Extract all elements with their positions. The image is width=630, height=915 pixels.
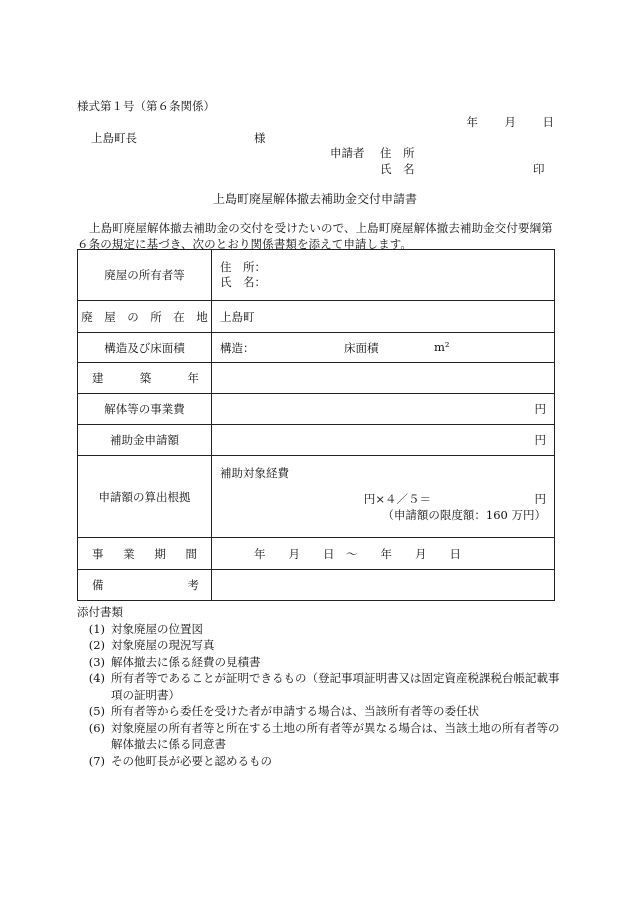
owner-label: 廃屋の所有者等 <box>104 268 185 282</box>
owner-label-cell <box>78 250 212 301</box>
basis-limit: （申請額の限度額：160 万円） <box>382 508 546 522</box>
subsidy-unit: 円 <box>534 433 546 447</box>
attachments-heading: 添付書類 <box>77 605 123 619</box>
basis-eligible-cost: 補助対象経費 <box>220 466 289 480</box>
applicant-address-label: 住 所 <box>380 146 415 160</box>
structure-value-cell[interactable] <box>212 333 555 363</box>
attachments-list <box>77 604 567 769</box>
item-number: (6) <box>88 720 105 735</box>
item-text: その他町長が必要と認めるもの <box>111 753 272 768</box>
built-year-char: 年 <box>187 371 199 385</box>
basis-label: 申請額の算出根拠 <box>98 489 191 504</box>
item-number: (5) <box>88 704 105 718</box>
period-value: 年 月 日 ～ 年 月 日 <box>254 546 461 561</box>
cost-field[interactable] <box>212 394 555 425</box>
item-text: 対象廃屋の現況写真 <box>111 638 215 652</box>
list-item <box>77 753 567 770</box>
list-item <box>77 703 567 720</box>
structure-field: 構造： <box>220 340 255 355</box>
item-number: (3) <box>88 654 105 669</box>
table-row <box>78 456 555 538</box>
item-text: 対象廃屋の所有者等と所在する土地の所有者等が異なる場合は、当該土地の所有者等の解体撤去に係る同意書 <box>111 720 560 751</box>
applicant-label: 申請者 <box>330 146 365 160</box>
basis-label-cell <box>78 456 212 538</box>
item-text: 所有者等であることが証明できるもの（登記事項証明書又は固定資産税課税台帳記載事項の証明書） <box>111 671 560 702</box>
owner-name-field[interactable]: 氏 名： <box>220 275 266 289</box>
cost-unit: 円 <box>534 402 546 416</box>
list-item <box>77 621 567 638</box>
subsidy-label: 補助金申請額 <box>110 433 179 447</box>
item-text: 所有者等から委任を受けた者が申請する場合は、当該所有者等の委任状 <box>111 704 479 718</box>
list-item <box>77 670 567 703</box>
built-year-field[interactable] <box>212 363 555 394</box>
floor-area-unit: m² <box>434 339 450 354</box>
date-month: 月 <box>504 115 516 129</box>
date-day: 日 <box>542 115 554 129</box>
form-number: 様式第１号（第６条関係） <box>77 99 215 113</box>
basis-value-cell[interactable] <box>212 456 555 538</box>
location-label-cell <box>78 301 212 333</box>
cost-label-cell <box>78 394 212 425</box>
application-table <box>77 249 555 601</box>
document-title: 上島町廃屋解体撤去補助金交付申請書 <box>212 192 417 206</box>
date-year: 年 <box>466 115 478 129</box>
subsidy-field[interactable] <box>212 425 555 456</box>
owner-value-cell <box>212 250 555 301</box>
table-row <box>78 570 555 601</box>
table-row <box>78 333 555 363</box>
remarks-label-cell <box>78 570 212 601</box>
item-text: 解体撤去に係る経費の見積書 <box>111 654 261 669</box>
seal-mark: 印 <box>533 162 545 176</box>
period-label-cell <box>78 538 212 570</box>
remarks-field[interactable] <box>212 570 555 601</box>
remarks-char: 備 <box>92 578 104 592</box>
period-char: 間 <box>185 546 197 561</box>
item-number: (2) <box>88 638 105 652</box>
period-char: 期 <box>154 546 166 561</box>
cost-label: 解体等の事業費 <box>104 402 185 416</box>
basis-formula: 円×４／５＝ 円 <box>363 492 546 506</box>
table-row <box>78 301 555 333</box>
structure-label-cell <box>78 333 212 363</box>
floor-area-label: 床面積 <box>344 340 379 355</box>
table-row <box>78 538 555 570</box>
item-number: (1) <box>88 621 105 636</box>
item-number: (7) <box>88 753 105 768</box>
item-text: 対象廃屋の位置図 <box>111 621 203 636</box>
table-row <box>78 250 555 301</box>
list-item <box>77 637 567 654</box>
list-item <box>77 720 567 753</box>
remarks-char: 考 <box>187 578 199 592</box>
built-year-char: 築 <box>139 371 152 385</box>
period-char: 業 <box>123 546 135 561</box>
owner-address-field[interactable]: 住 所： <box>220 260 266 274</box>
built-year-label-cell <box>78 363 212 394</box>
table-row <box>78 363 555 394</box>
location-value-field[interactable]: 上島町 <box>212 301 555 333</box>
applicant-name-label: 氏 名 <box>380 162 415 176</box>
structure-label: 構造及び床面積 <box>104 340 185 355</box>
location-label: 廃 屋 の 所 在 地 <box>81 309 208 324</box>
period-field[interactable] <box>212 538 555 570</box>
period-char: 事 <box>92 546 104 561</box>
item-number: (4) <box>88 671 105 685</box>
addressee: 上島町長 <box>91 131 137 145</box>
intro-paragraph: 上島町廃屋解体撤去補助金の交付を受けたいので、上島町廃屋解体撤去補助金交付要綱第６条の規定に基づき、次のとおり関係書類を添えて申請します。 <box>77 221 553 251</box>
table-row <box>78 394 555 425</box>
date-line <box>450 114 554 130</box>
subsidy-label-cell <box>78 425 212 456</box>
built-year-char: 建 <box>92 371 104 385</box>
list-item <box>77 654 567 671</box>
honorific: 様 <box>254 131 266 145</box>
table-row <box>78 425 555 456</box>
